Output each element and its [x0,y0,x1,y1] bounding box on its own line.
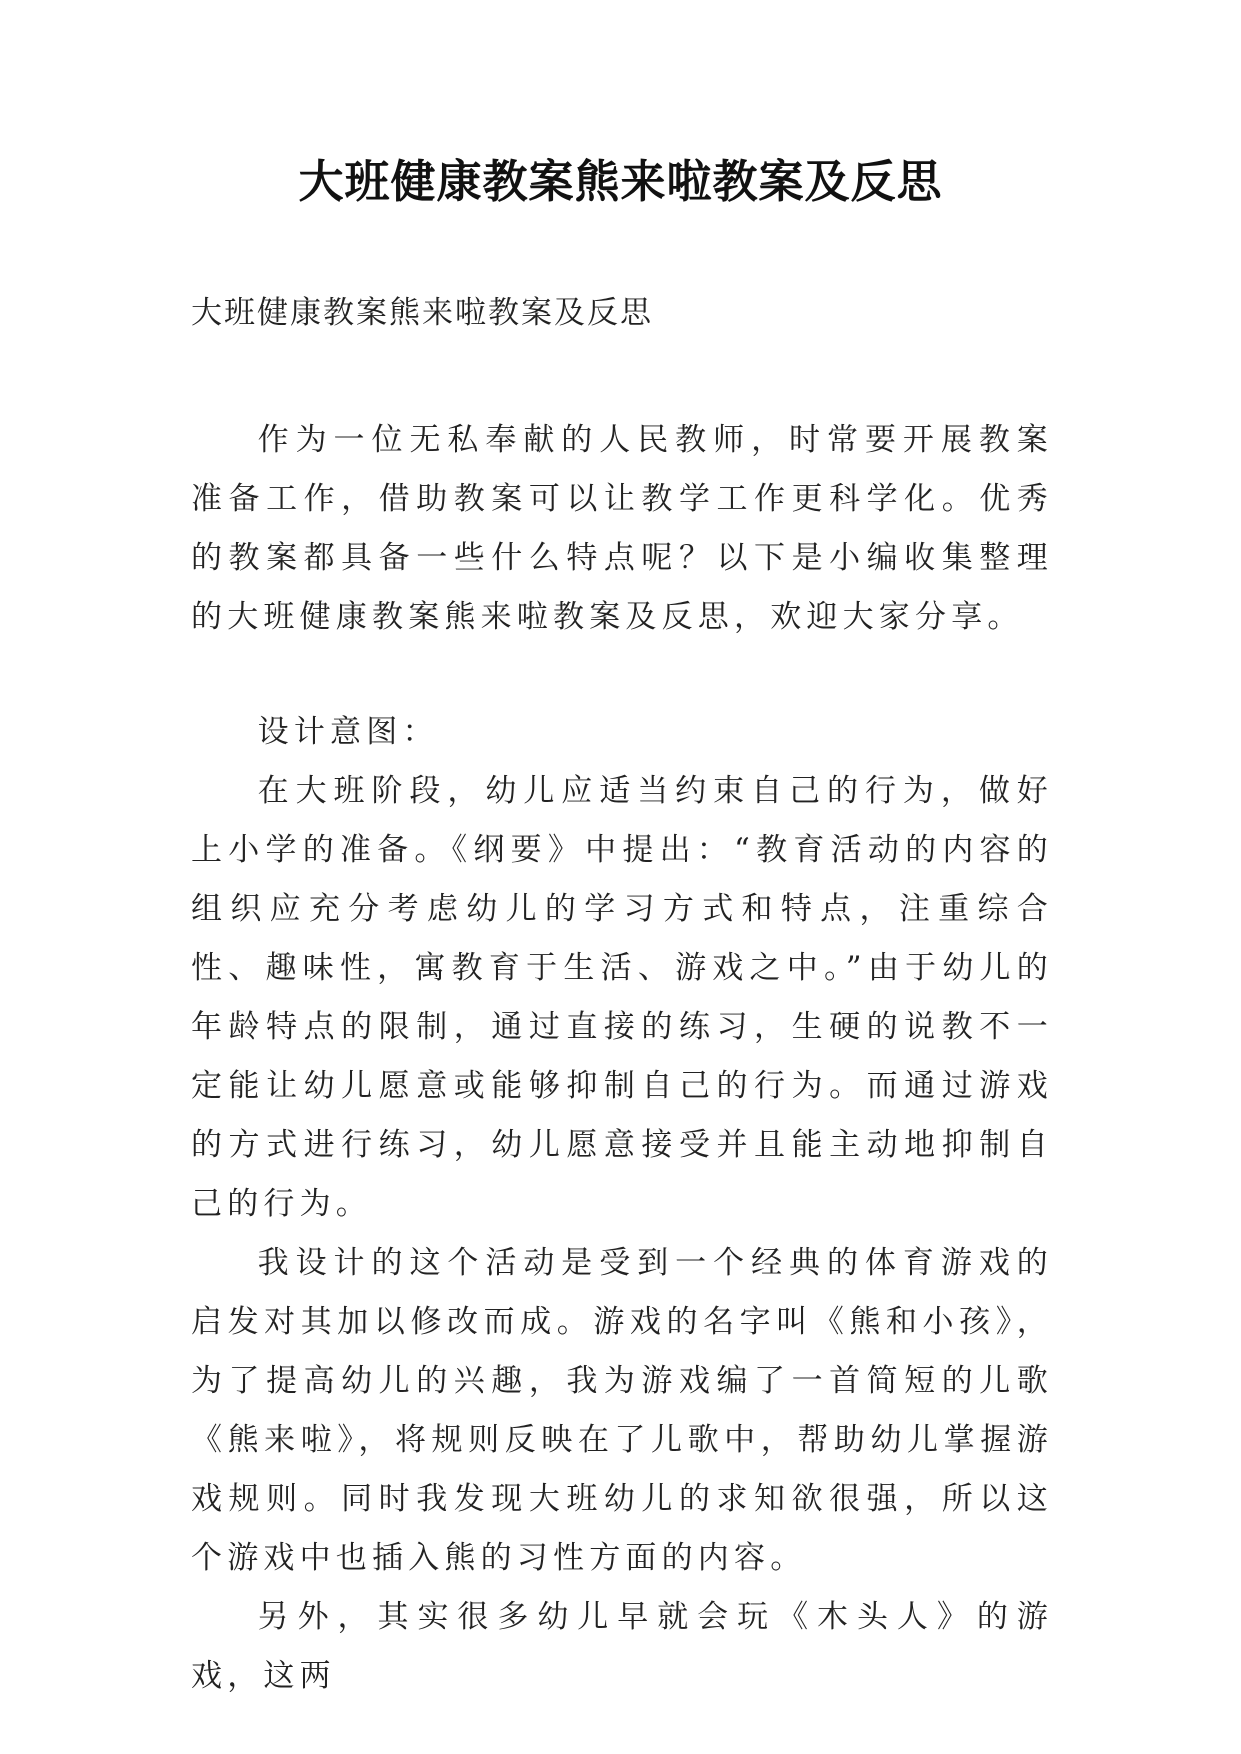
body-paragraph: 在大班阶段，幼儿应适当约束自己的行为，做好上小学的准备。《纲要》中提出：“教育活动的内容的组织应充分考虑幼儿的学习方式和特点，注重综合性、趣味性，寓教育于生活、游戏之中。”由于幼儿的年龄特点的限制，通过直接的练习，生硬的说教不一定能让幼儿愿意或能够抑制自己的行为。而通过游戏的方式进行练习，幼儿愿意接受并且能主动地抑制自己的行为。 [191,773,1053,1222]
intro-paragraph: 作为一位无私奉献的人民教师，时常要开展教案准备工作，借助教案可以让教学工作更科学化。优秀的教案都具备一些什么特点呢？以下是小编收集整理的大班健康教案熊来啦教案及反思，欢迎大家分享。 [191,422,1053,635]
body-paragraph: 另外，其实很多幼儿早就会玩《木头人》的游戏，这两 [191,1599,1053,1694]
document-subtitle: 大班健康教案熊来啦教案及反思 [191,295,653,331]
document-body [191,411,1053,1706]
body-paragraph: 我设计的这个活动是受到一个经典的体育游戏的启发对其加以修改而成。游戏的名字叫《熊和小孩》，为了提高幼儿的兴趣，我为游戏编了一首简短的儿歌《熊来啦》，将规则反映在了儿歌中，帮助幼儿掌握游戏规则。同时我发现大班幼儿的求知欲很强，所以这个游戏中也插入熊的习性方面的内容。 [191,1245,1053,1576]
section-heading-design-intent: 设计意图： [257,714,439,750]
document-title: 大班健康教案熊来啦教案及反思 [298,155,943,208]
